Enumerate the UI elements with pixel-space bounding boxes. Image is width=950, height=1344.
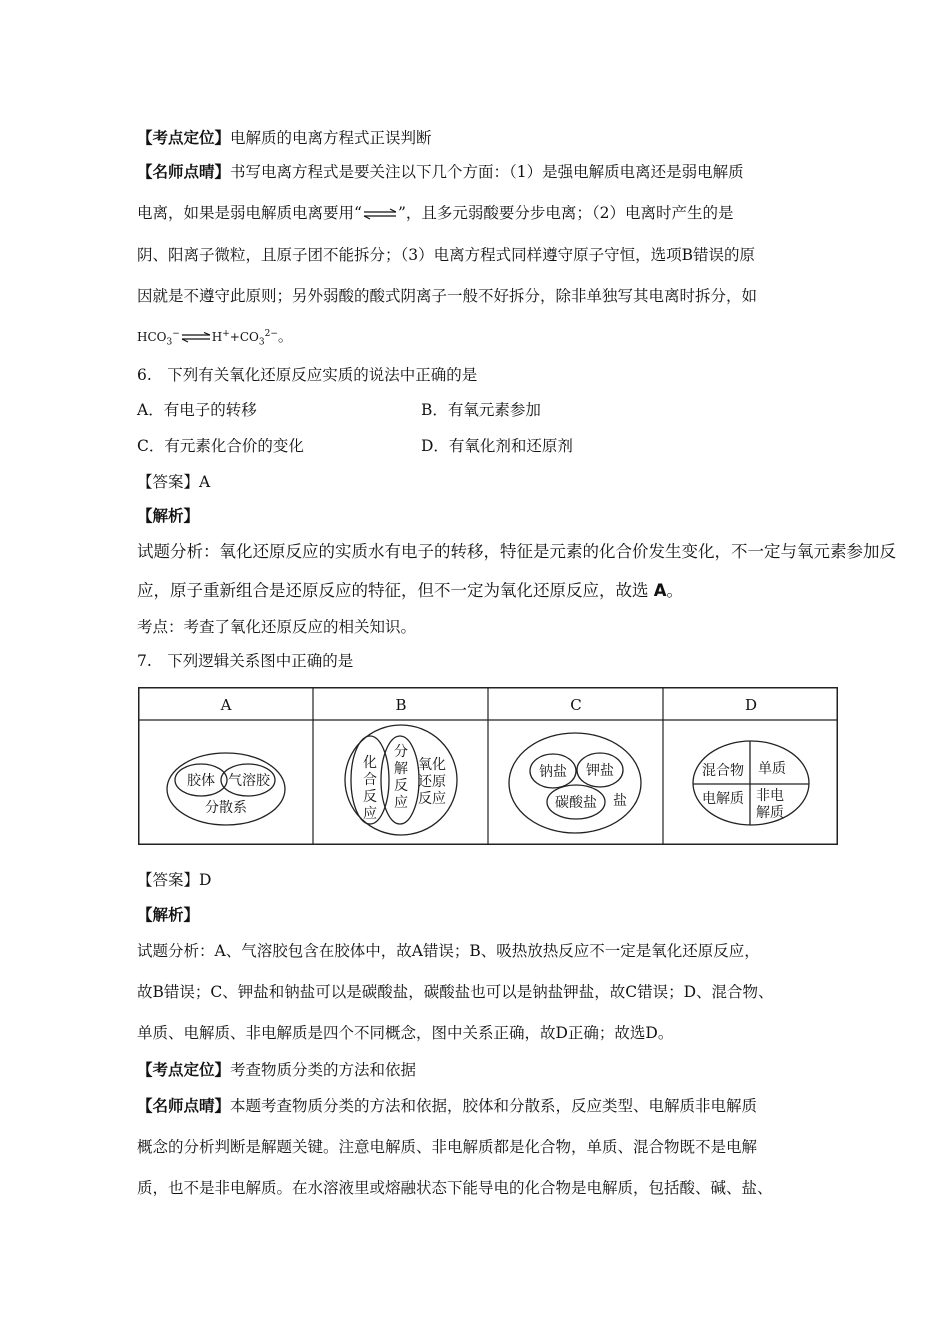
d-nonelectrolyte-label-1: 非电 <box>756 788 784 804</box>
q6-analysis-2b: A <box>653 581 667 600</box>
b-decomposition-char: 应 <box>394 795 408 811</box>
dianjing-line-1 <box>137 162 744 182</box>
q7-kaodian-tag: 【考点定位】 <box>137 1060 231 1079</box>
q6-kaodian: 考点：考查了氧化还原反应的相关知识。 <box>137 618 417 636</box>
eq-hco: HCO <box>137 330 167 344</box>
q7-kaodian-text: 考查物质分类的方法和依据 <box>230 1061 417 1079</box>
q7-jiexi: 【解析】 <box>137 905 200 924</box>
q7-analysis-2: 故B错误；C、钾盐和钠盐可以是碳酸盐，碳酸盐也可以是钠盐钾盐，故C错误；D、混合物、 <box>137 983 774 1001</box>
diagram-c <box>509 733 641 833</box>
q6-analysis-2a: 应，原子重新组合是还原反应的特征，但不一定为氧化还原反应，故选 <box>137 581 654 600</box>
d-element-label: 单质 <box>758 761 786 777</box>
header-d: D <box>744 696 758 714</box>
eq-sub3b: 3 <box>258 337 265 348</box>
eq-end: 。 <box>277 327 293 345</box>
equilibrium-arrow-icon <box>362 208 398 220</box>
eq-minus: − <box>172 329 180 339</box>
b-combination-char: 化 <box>363 755 377 771</box>
header-b: B <box>395 696 407 714</box>
b-decomposition-char: 反 <box>394 778 408 794</box>
q7-dianjing-text-1: 本题考查物质分类的方法和依据，胶体和分散系，反应类型、电解质非电解质 <box>230 1097 758 1115</box>
b-redox-line: 还原 <box>418 774 446 790</box>
q6-option-a: A．有电子的转移 <box>137 401 257 419</box>
dianjing-text-3: 阴、阳离子微粒，且原子团不能拆分；（3）电离方程式同样遵守原子守恒，选项B错误的原 <box>137 246 756 264</box>
q7-kaodian <box>137 1060 416 1080</box>
d-mixture-label: 混合物 <box>702 763 744 779</box>
c-carbonate-label: 碳酸盐 <box>555 795 597 811</box>
diagram-b <box>345 725 457 835</box>
equilibrium-arrow-icon <box>180 332 212 343</box>
q7-stem: 7. 下列逻辑关系图中正确的是 <box>137 652 354 670</box>
b-decomposition-char: 解 <box>394 761 408 777</box>
d-electrolyte-label: 电解质 <box>702 791 744 807</box>
b-redox-line: 反应 <box>418 791 446 807</box>
b-combination-char: 反 <box>363 789 377 805</box>
b-combination-char: 应 <box>363 806 377 822</box>
a-aerosol-label: 气溶胶 <box>228 773 270 789</box>
q6-analysis-1: 试题分析：氧化还原反应的实质水有电子的转移，特征是元素的化合价发生变化，不一定与氧元素参加反 <box>137 542 896 561</box>
diagram-a <box>167 753 285 825</box>
q6-stem: 6. 下列有关氧化还原反应实质的说法中正确的是 <box>137 366 478 384</box>
header-a: A <box>220 696 232 714</box>
b-redox-line: 氧化 <box>418 757 446 773</box>
kaodian-line-1 <box>137 128 432 148</box>
q7-dianjing-tag: 【名师点晴】 <box>137 1096 231 1115</box>
dianjing-tag: 【名师点晴】 <box>137 162 231 181</box>
kaodian-text: 电解质的电离方程式正误判断 <box>230 129 432 147</box>
dianjing-line-2 <box>137 203 733 223</box>
q6-option-d: D．有氧化剂和还原剂 <box>421 437 573 455</box>
q6-jiexi: 【解析】 <box>137 506 200 525</box>
eq-h: H <box>211 330 223 344</box>
q6-analysis-2c: 。 <box>666 581 684 600</box>
q6-option-b: B．有氧元素参加 <box>421 401 541 419</box>
b-combination-char: 合 <box>363 772 377 788</box>
dianjing-text-2a: 电离，如果是弱电解质电离要用“ <box>137 204 362 222</box>
q6-option-c: C．有元素化合价的变化 <box>137 437 304 455</box>
c-potassium-label: 钾盐 <box>586 763 614 779</box>
diagram-d <box>693 741 809 825</box>
q7-analysis-1: 试题分析：A、气溶胶包含在胶体中，故A错误；B、吸热放热反应不一定是氧化还原反应， <box>137 942 760 960</box>
logic-diagram-table <box>138 687 838 845</box>
q7-analysis-3: 单质、电解质、非电解质是四个不同概念，图中关系正确，故D正确；故选D。 <box>137 1024 674 1042</box>
dianjing-text-1: 书写电离方程式是要关注以下几个方面：（1）是强电解质电离还是弱电解质 <box>230 163 744 181</box>
q7-answer: 【答案】D <box>137 871 212 889</box>
b-decomposition-char: 分 <box>394 744 408 760</box>
dianjing-line-4 <box>137 286 757 306</box>
eq-sub3: 3 <box>166 337 173 348</box>
eq-co: +CO <box>229 330 259 344</box>
a-colloid-label: 胶体 <box>187 773 215 789</box>
d-nonelectrolyte-label-2: 解质 <box>756 805 784 821</box>
eq-plus: + <box>222 329 230 339</box>
q7-dianjing-1 <box>137 1096 757 1116</box>
q7-dianjing-3: 质，也不是非电解质。在水溶液里或熔融状态下能导电的化合物是电解质，包括酸、碱、盐、 <box>137 1179 773 1197</box>
dianjing-line-3 <box>137 245 755 265</box>
dianjing-text-4: 因就是不遵守此原则；另外弱酸的酸式阴离子一般不好拆分，除非单独写其电离时拆分，如 <box>137 287 758 305</box>
header-c: C <box>570 696 582 714</box>
q6-answer: 【答案】A <box>137 473 211 491</box>
c-salt-label: 盐 <box>613 793 627 809</box>
kaodian-tag: 【考点定位】 <box>137 128 231 147</box>
equation-line <box>137 326 293 347</box>
q7-dianjing-2: 概念的分析判断是解题关键。注意电解质、非电解质都是化合物，单质、混合物既不是电解 <box>137 1138 758 1156</box>
a-dispersion-label: 分散系 <box>205 800 247 816</box>
c-sodium-label: 钠盐 <box>539 764 567 780</box>
q6-analysis-2 <box>137 581 683 601</box>
dianjing-text-2b: ”，且多元弱酸要分步电离；（2）电离时产生的是 <box>397 204 734 222</box>
eq-charge: 2− <box>264 329 278 339</box>
